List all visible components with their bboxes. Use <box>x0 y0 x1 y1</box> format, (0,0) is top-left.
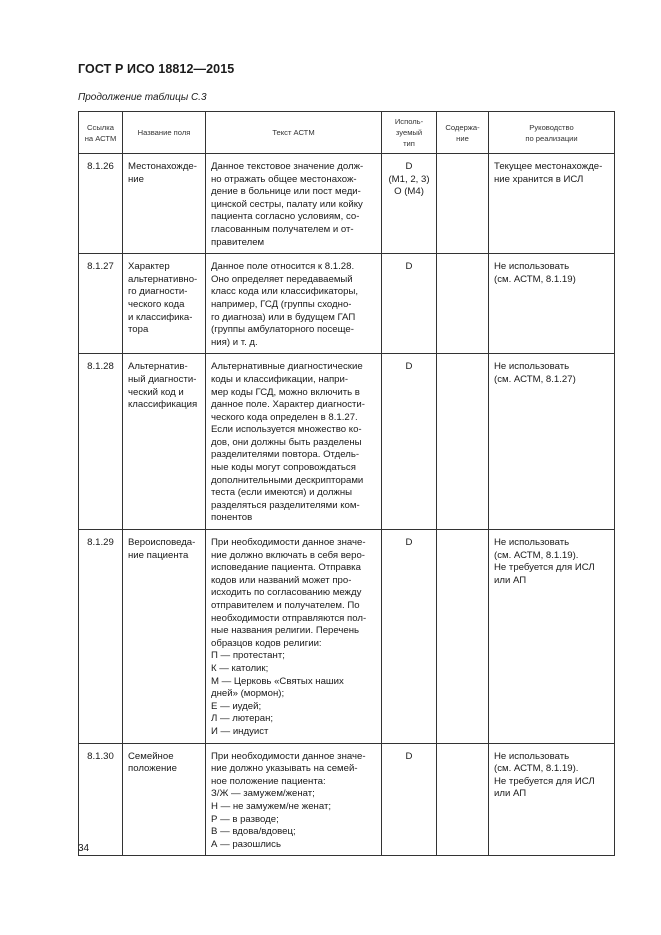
cell-ref: 8.1.29 <box>79 530 123 744</box>
text-line: дов, они должны быть разделены <box>211 436 362 448</box>
text-line: Руководство <box>529 122 574 132</box>
text-line: Семейное <box>128 750 174 762</box>
text-line: тип <box>403 139 415 148</box>
text-line: ное положение пациента: <box>211 775 326 787</box>
page-number: 34 <box>78 843 90 854</box>
text-line: ческий код и <box>128 386 184 398</box>
header-guide <box>489 112 615 154</box>
text-line: Е — иудей; <box>211 700 262 712</box>
text-line: го диагности- <box>128 286 188 298</box>
table-row <box>79 530 615 744</box>
cell-type <box>382 154 437 254</box>
text-line: (см. АСТМ, 8.1.27) <box>494 373 576 385</box>
text-line: Местонахожде- <box>128 161 197 172</box>
cell-astm-text <box>206 530 382 744</box>
text-line: (M1, 2, 3) <box>388 173 430 185</box>
header-ref <box>79 112 123 154</box>
text-line: D <box>405 537 413 549</box>
header-type <box>382 112 437 154</box>
text-line: (см. АСТМ, 8.1.19) <box>494 273 576 285</box>
text-line: И — индуист <box>211 725 269 737</box>
header-content <box>437 112 489 154</box>
text-line: O (M4) <box>394 186 424 198</box>
text-line: или АП <box>494 788 527 800</box>
cell-content <box>437 530 489 744</box>
text-line: правителем <box>211 236 265 248</box>
cell-ref: 8.1.28 <box>79 354 123 530</box>
table-row <box>79 354 615 530</box>
text-line: ния) и т. д. <box>211 336 258 348</box>
table-header-row <box>79 112 615 154</box>
cell-guide <box>489 743 615 856</box>
text-line: Текст АСТМ <box>272 128 315 137</box>
text-line: Не требуется для ИСЛ <box>494 775 595 787</box>
cell-astm-text <box>206 254 382 354</box>
text-line: дополнительными дескрипторами <box>211 474 364 486</box>
text-line: Данное поле относится к 8.1.28. <box>211 261 355 273</box>
text-line: А — разошлись <box>211 838 281 850</box>
text-line: исповедание пациента. Отправка <box>211 562 361 574</box>
text-line: коды и классификации, напри- <box>211 373 349 385</box>
table-caption: Продолжение таблицы С.3 <box>78 92 207 103</box>
text-line: ческого кода <box>128 298 185 310</box>
text-line: Содержа- <box>445 122 480 132</box>
text-line: Если используется множество ко- <box>211 424 362 436</box>
text-line: дней» (мормон); <box>211 688 285 700</box>
text-line: отправителем и получателем. По <box>211 600 360 611</box>
cell-field-name <box>123 743 206 856</box>
cell-type <box>382 743 437 856</box>
cell-content <box>437 354 489 530</box>
cell-guide <box>489 154 615 254</box>
text-line: по реализации <box>525 133 578 143</box>
text-line: ние должно включать в себя веро- <box>211 549 365 561</box>
text-line: кодов или названий может про- <box>211 574 352 586</box>
text-line: ние <box>128 173 144 185</box>
text-line: (см. АСТМ, 8.1.19). <box>494 549 579 561</box>
text-line: П — протестант; <box>211 650 285 662</box>
text-line: ние пациента <box>128 549 189 561</box>
text-line: альтернативно- <box>128 273 198 285</box>
text-line: При необходимости данное значе- <box>211 537 366 549</box>
document-title: ГОСТ Р ИСО 18812—2015 <box>78 62 235 76</box>
text-line: Л — лютеран; <box>211 713 274 725</box>
cell-guide <box>489 254 615 354</box>
text-line: положение <box>128 763 177 775</box>
text-line: ческого кода определен в 8.1.27. <box>211 411 358 423</box>
text-line: Р — в разводе; <box>211 813 279 825</box>
text-line: дение в больнице или пост меди- <box>211 186 361 198</box>
text-line: Оно определяет передаваемый <box>211 273 353 285</box>
cell-astm-text <box>206 743 382 856</box>
cell-type <box>382 530 437 744</box>
text-line: Исполь- <box>394 117 424 126</box>
text-line: и классифика- <box>128 311 193 323</box>
text-line: ные названия религии. Перечень <box>211 625 360 637</box>
text-line: (группы амбулаторного посеще- <box>211 324 354 336</box>
cell-astm-text <box>206 154 382 254</box>
text-line: Не использовать <box>494 750 570 762</box>
text-line: пациента согласно условиям, со- <box>211 211 360 223</box>
text-line: Данное текстовое значение долж- <box>211 161 364 172</box>
text-line: го диагноза) или в будущем ГАП <box>211 311 356 323</box>
text-line: Альтернативные диагностические <box>211 361 363 373</box>
cell-content <box>437 743 489 856</box>
text-line: теста (если имеются) и должны <box>211 487 353 499</box>
cell-type <box>382 354 437 530</box>
table-row <box>79 743 615 856</box>
text-line: например, ГСД (группы сходно- <box>211 298 352 310</box>
text-line: понентов <box>211 512 253 524</box>
text-line: цинской сестры, палату или койку <box>211 198 363 210</box>
cell-ref: 8.1.26 <box>79 154 123 254</box>
cell-type <box>382 254 437 354</box>
cell-field-name <box>123 154 206 254</box>
text-line: необходимости отправляются пол- <box>211 612 367 624</box>
cell-ref: 8.1.27 <box>79 254 123 354</box>
text-line: Ссылка <box>87 122 114 132</box>
text-line: D <box>405 750 413 762</box>
text-line: З/Ж — замужем/женат; <box>211 788 315 800</box>
text-line: Название поля <box>137 128 191 137</box>
text-line: классификация <box>128 399 198 411</box>
text-line: или АП <box>494 574 527 586</box>
spec-table <box>78 111 615 856</box>
text-line: D <box>405 361 413 373</box>
text-line: Не использовать <box>494 361 570 373</box>
cell-astm-text <box>206 354 382 530</box>
text-line: данное поле. Характер диагности- <box>211 399 365 411</box>
text-line: на АСТМ <box>84 133 117 143</box>
cell-guide <box>489 354 615 530</box>
text-line: При необходимости данное значе- <box>211 750 366 762</box>
text-line: ние должно указывать на семей- <box>211 763 358 775</box>
text-line: Не требуется для ИСЛ <box>494 562 595 574</box>
text-line: зуемый <box>395 128 423 137</box>
text-line: В — вдова/вдовец; <box>211 826 296 838</box>
text-line: Не использовать <box>494 537 570 549</box>
text-line: Характер <box>128 261 170 273</box>
table-row <box>79 154 615 254</box>
text-line: Текущее местонахожде- <box>494 161 603 172</box>
text-line: Н — не замужем/не женат; <box>211 800 332 812</box>
text-line: ный диагности- <box>128 373 197 385</box>
cell-field-name <box>123 530 206 744</box>
text-line: Вероисповеда- <box>128 537 196 549</box>
text-line: М — Церковь «Святых наших <box>211 675 344 687</box>
cell-content <box>437 154 489 254</box>
cell-guide <box>489 530 615 744</box>
text-line: (см. АСТМ, 8.1.19). <box>494 763 579 775</box>
text-line: D <box>405 161 413 172</box>
text-line: разделителями повтора. Отдель- <box>211 449 360 461</box>
text-line: ние <box>456 133 469 143</box>
text-line: тора <box>128 324 149 336</box>
text-line: К — католик; <box>211 662 269 674</box>
text-line: Альтернатив- <box>128 361 188 373</box>
text-line: образцов кодов религии: <box>211 637 322 649</box>
header-astm-text <box>206 112 382 154</box>
text-line: класс кода или классификаторы, <box>211 286 359 298</box>
text-line: гласованным получателем и от- <box>211 223 354 235</box>
header-field-name <box>123 112 206 154</box>
text-line: ние хранится в ИСЛ <box>494 173 584 185</box>
text-line: разделяться разделителями ком- <box>211 499 360 511</box>
text-line: D <box>405 261 413 273</box>
cell-field-name <box>123 354 206 530</box>
text-line: мер коды ГСД, можно включить в <box>211 386 360 398</box>
text-line: исходить по согласованию между <box>211 587 362 599</box>
cell-field-name <box>123 254 206 354</box>
cell-ref: 8.1.30 <box>79 743 123 856</box>
cell-content <box>437 254 489 354</box>
text-line: ные коды могут сопровождаться <box>211 462 356 474</box>
text-line: Не использовать <box>494 261 570 273</box>
text-line: но отражать общее местонахож- <box>211 173 357 185</box>
table-row <box>79 254 615 354</box>
